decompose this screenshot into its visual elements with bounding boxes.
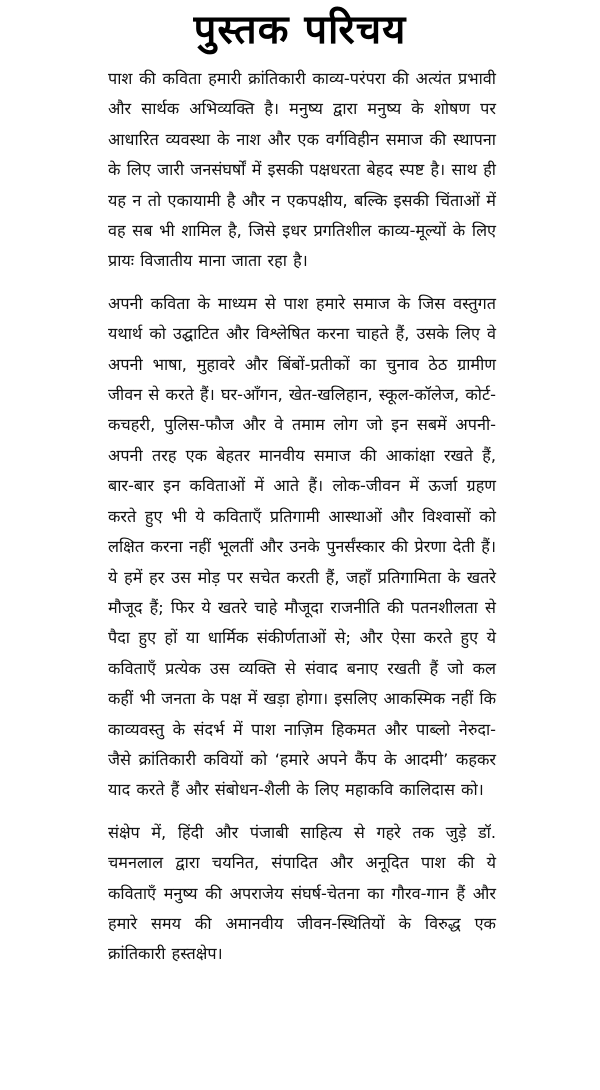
paragraph-3: संक्षेप में, हिंदी और पंजाबी साहित्य से गहरे तक जुड़े डॉ. चमनलाल द्वारा चयनित, संपादित और अनूदित पाश की ये कविताएँ मनुष्य की अपराजेय संघर्ष-चेतना का गौरव-गान हैं और हमारे समय की अमानवीय जीवन-स्थितियों के विरुद्ध एक क्रांतिकारी हस्तक्षेप। (108, 822, 496, 964)
page-title: पुस्तक परिचय (193, 7, 407, 53)
article-body (108, 60, 496, 970)
paragraph-1: पाश की कविता हमारी क्रांतिकारी काव्य-परंपरा की अत्यंत प्रभावी और सार्थक अभिव्यक्ति है। मनुष्य द्वारा मनुष्य के शोषण पर आधारित व्यवस्था के नाश और एक वर्गविहीन समाज की स्थापना के लिए जारी जनसंघर्षों में इसकी पक्षधरता बेहद स्पष्ट है। साथ ही यह न तो एकायामी है और न एकपक्षीय, बल्कि इसकी चिंताओं में वह सब भी शामिल है, जिसे इधर प्रगतिशील काव्य-मूल्यों के लिए प्रायः विजातीय माना जाता रहा है। (108, 69, 496, 271)
paragraph-2: अपनी कविता के माध्यम से पाश हमारे समाज के जिस वस्तुगत यथार्थ को उद्घाटित और विश्लेषित करना चाहते हैं, उसके लिए वे अपनी भाषा, मुहावरे और बिंबों-प्रतीकों का चुनाव ठेठ ग्रामीण जीवन से करते हैं। घर-आँगन, खेत-खलिहान, स्कूल-कॉलेज, कोर्ट-कचहरी, पुलिस-फौज और वे तमाम लोग जो इन सबमें अपनी-अपनी तरह एक बेहतर मानवीय समाज की आकांक्षा रखते हैं, बार-बार इन कविताओं में आते हैं। लोक-जीवन में ऊर्जा ग्रहण करते हुए भी ये कविताएँ प्रतिगामी आस्थाओं और विश्वासों को लक्षित करना नहीं भूलतीं और उनके पुनर्संस्कार की प्रेरणा देती हैं। ये हमें हर उस मोड़ पर सचेत करती हैं, जहाँ प्रतिगामिता के खतरे मौजूद हैं; फिर ये खतरे चाहे मौजूदा राजनीति की पतनशीलता से पैदा हुए हों या धार्मिक संकीर्णताओं से; और ऐसा करते हुए ये कविताएँ प्रत्येक उस व्यक्ति से संवाद बनाए रखती हैं जो कल कहीं भी जनता के पक्ष में खड़ा होगा। इसलिए आकस्मिक नहीं कि काव्यवस्तु के संदर्भ में पाश नाज़िम हिकमत और पाब्लो नेरुदा-जैसे क्रांतिकारी कवियों को ‘हमारे अपने कैंप के आदमी’ कहकर याद करते हैं और संबोधन-शैली के लिए महाकवि कालिदास को। (108, 293, 496, 800)
